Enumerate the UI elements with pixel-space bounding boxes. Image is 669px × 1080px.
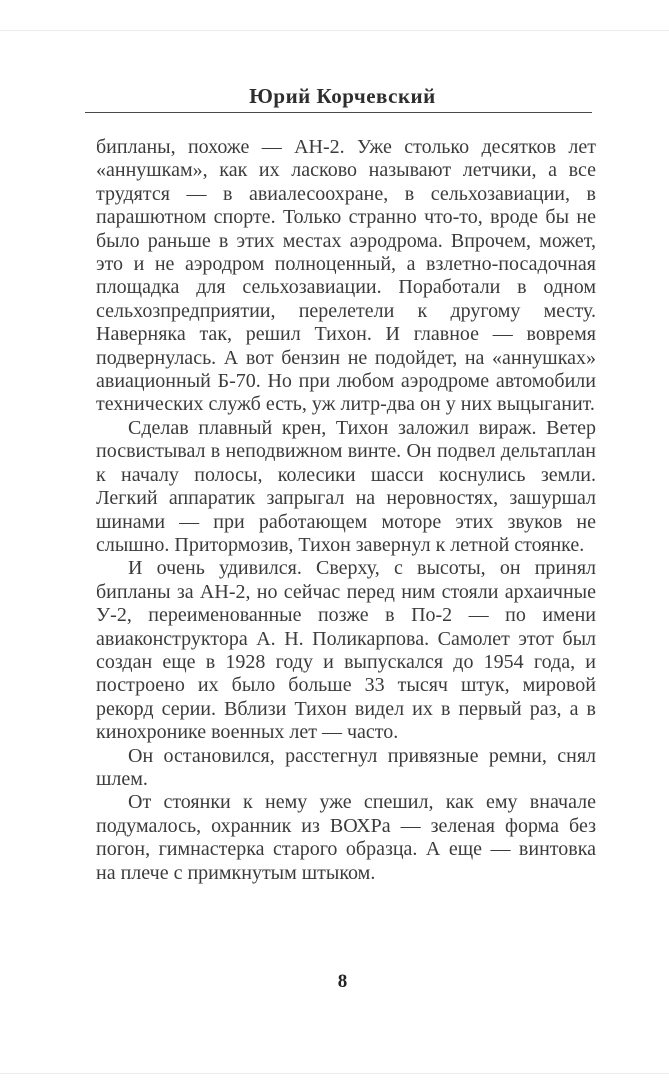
header-rule [85, 112, 592, 113]
paragraph: Он остановился, расстегнул привязные ремни, снял шлем. [96, 744, 596, 790]
paragraph: бипланы, похоже — АН-2. Уже столько десятков лет «аннушкам», как их ласково называют летчики, а все трудятся — в авиалесоохране, в сельхозавиации, в парашютном спорте. Только странно что-то, вроде бы не было раньше в этих местах аэродрома. Впрочем, может, это и не аэродром полноценный, а взлетно-посадочная площадка для сельхозавиации. Поработали в одном сельхозпредприятии, перелетели к другому месту. Наверняка так, решил Тихон. И главное — вовремя подвернулась. А вот бензин не подойдет, на «аннушках» авиационный Б-70. Но при любом аэродроме автомобили технических служб есть, уж литр-два он у них выцыганит. [96, 136, 596, 416]
page-number: 8 [337, 971, 348, 992]
body-text [96, 136, 596, 885]
paragraph: От стоянки к нему уже спешил, как ему вначале подумалось, охранник из ВОХРа — зеленая форма без погон, гимнастерка старого образца. А еще — винтовка на плече с примкнутым штыком. [96, 791, 596, 884]
paragraph: И очень удивился. Сверху, с высоты, он принял бипланы за АН-2, но сейчас перед ним стояли архаичные У-2, переименованные позже в По-2 — по имени авиаконструктора А. Н. Поликарпова. Самолет этот был создан еще в 1928 году и выпускался до 1954 года, и построено их было больше 33 тысяч штук, мировой рекорд серии. Вблизи Тихон видел их в первый раз, а в кинохронике военных лет — часто. [96, 557, 596, 744]
author-running-head: Юрий Корчевский [249, 84, 436, 108]
paragraph: Сделав плавный крен, Тихон заложил вираж. Ветер посвистывал в неподвижном винте. Он подвел дельтаплан к началу полосы, колесики шасси коснулись земли. Легкий аппаратик запрыгал на неровностях, зашуршал шинами — при работающем моторе этих звуков не слышно. Притормозив, Тихон завернул к летной стоянке. [96, 416, 596, 556]
page-top-separator [0, 30, 669, 31]
page-bottom-separator [0, 1073, 669, 1074]
